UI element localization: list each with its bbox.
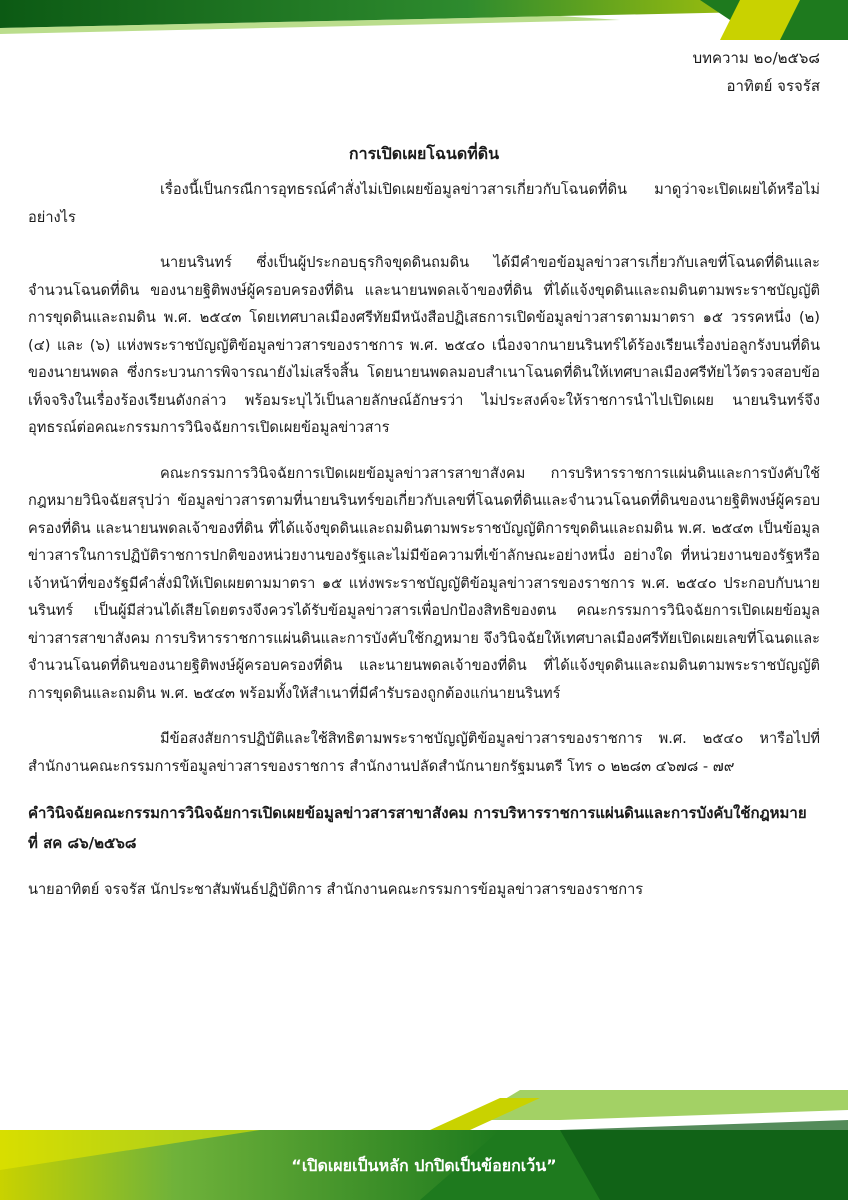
author-line: นายอาทิตย์ จรจรัส นักประชาสัมพันธ์ปฏิบัติการ สำนักงานคณะกรรมการข้อมูลข่าวสารของราชการ <box>28 881 644 898</box>
footer-slogan: “เปิดเผยเป็นหลัก ปกปิดเป็นข้อยกเว้น” <box>291 1156 557 1175</box>
bottom-green-banner <box>0 1090 848 1200</box>
article-number: บทความ ๒๐/๒๕๖๘ <box>692 49 820 67</box>
paragraph-contact: มีข้อสงสัยการปฏิบัติและใช้สิทธิตามพระราชบัญญัติข้อมูลข่าวสารของราชการ พ.ศ. ๒๕๔๐ หารือไปที่ สำนักงานคณะกรรมการข้อมูลข่าวสารของราชการ สำนักงานปลัดสำนักนายกรัฐมนตรี โทร ๐ ๒๒๘๓ ๔๖๗๘ - ๗๙ <box>28 730 820 775</box>
article-author: อาทิตย์ จรจรัส <box>726 77 820 95</box>
paragraph-facts: นายนรินทร์ ซึ่งเป็นผู้ประกอบธุรกิจขุดดินถมดิน ได้มีคำขอข้อมูลข่าวสารเกี่ยวกับเลขที่โฉนดที่ดินและจำนวนโฉนดที่ดิน ของนายฐิติพงษ์ผู้ครอบครองที่ดิน และนายนพดลเจ้าของที่ดิน ที่ได้แจ้งขุดดินและถมดินตามพระราชบัญญัติการขุดดินและถมดิน พ.ศ. ๒๕๔๓ โดยเทศบาลเมืองศรีทัยมีหนังสือปฏิเสธการเปิดข้อมูลข่าวสารตามมาตรา ๑๕ วรรคหนึ่ง (๒) (๔) และ (๖) แห่งพระราชบัญญัติข้อมูลข่าวสารของราชการ พ.ศ. ๒๕๔๐ เนื่องจากนายนรินทร์ได้ร้องเรียนเรื่องบ่อลูกรังบนที่ดินของนายนพดล ซึ่งกระบวนการพิจารณายังไม่เสร็จสิ้น โดยนายนพดลมอบสำเนาโฉนดที่ดินให้เทศบาลเมืองศรีทัยไว้ตรวจสอบข้อเท็จจริงในเรื่องร้องเรียนดังกล่าว พร้อมระบุไว้เป็นลายลักษณ์อักษรว่า ไม่ประสงค์จะให้ราชการนำไปเปิดเผย นายนรินทร์จึงอุทธรณ์ต่อคณะกรรมการวินิจฉัยการเปิดเผยข้อมูลข่าวสาร <box>28 254 820 436</box>
top-green-banner <box>0 0 848 40</box>
article-meta <box>693 44 820 100</box>
document-body <box>28 176 820 904</box>
paragraph-intro: เรื่องนี้เป็นกรณีการอุทธรณ์คำสั่งไม่เปิดเผยข้อมูลข่าวสารเกี่ยวกับโฉนดที่ดิน มาดูว่าจะเปิดเผยได้หรือไม่ อย่างไร <box>28 181 820 226</box>
paragraph-decision: คณะกรรมการวินิจฉัยการเปิดเผยข้อมูลข่าวสารสาขาสังคม การบริหารราชการแผ่นดินและการบังคับใช้กฎหมายวินิจฉัยสรุปว่า ข้อมูลข่าวสารตามที่นายนรินทร์ขอเกี่ยวกับเลขที่โฉนดที่ดินและจำนวนโฉนดที่ดินของนายฐิติพงษ์ผู้ครอบครองที่ดิน และนายนพดลเจ้าของที่ดิน ที่ได้แจ้งขุดดินและถมดินตามพระราชบัญญัติการขุดดินและถมดิน พ.ศ. ๒๕๔๓ เป็นข้อมูลข่าวสารในการปฏิบัติราชการปกติของหน่วยงานของรัฐและไม่มีข้อความที่เข้าลักษณะอย่างหนึ่ง อย่างใด ที่หน่วยงานของรัฐหรือเจ้าหน้าที่ของรัฐมีคำสั่งมิให้เปิดเผยตามมาตรา ๑๕ แห่งพระราชบัญญัติข้อมูลข่าวสารของราชการ พ.ศ. ๒๕๔๐ ประกอบกับนายนรินทร์ เป็นผู้มีส่วนได้เสียโดยตรงจึงควรได้รับข้อมูลข่าวสารเพื่อปกป้องสิทธิของตน คณะกรรมการวินิจฉัยการเปิดเผยข้อมูลข่าวสารสาขาสังคม การบริหารราชการแผ่นดินและการบังคับใช้กฎหมาย จึงวินิจฉัยให้เทศบาลเมืองศรีทัยเปิดเผยเลขที่โฉนดและจำนวนโฉนดที่ดินของนายฐิติพงษ์ผู้ครอบครองที่ดิน และนายนพดลเจ้าของที่ดิน ที่ได้แจ้งขุดดินและถมดินตามพระราชบัญญัติการขุดดินและถมดิน พ.ศ. ๒๕๔๓ พร้อมทั้งให้สำเนาที่มีคำรับรองถูกต้องแก่นายนรินทร์ <box>28 464 820 702</box>
document-title: การเปิดเผยโฉนดที่ดิน <box>348 144 500 163</box>
ruling-reference: คำวินิจฉัยคณะกรรมการวินิจฉัยการเปิดเผยข้อมูลข่าวสารสาขาสังคม การบริหารราชการแผ่นดินและการบังคับใช้กฎหมาย ที่ สค ๘๖/๒๕๖๘ <box>28 804 807 852</box>
